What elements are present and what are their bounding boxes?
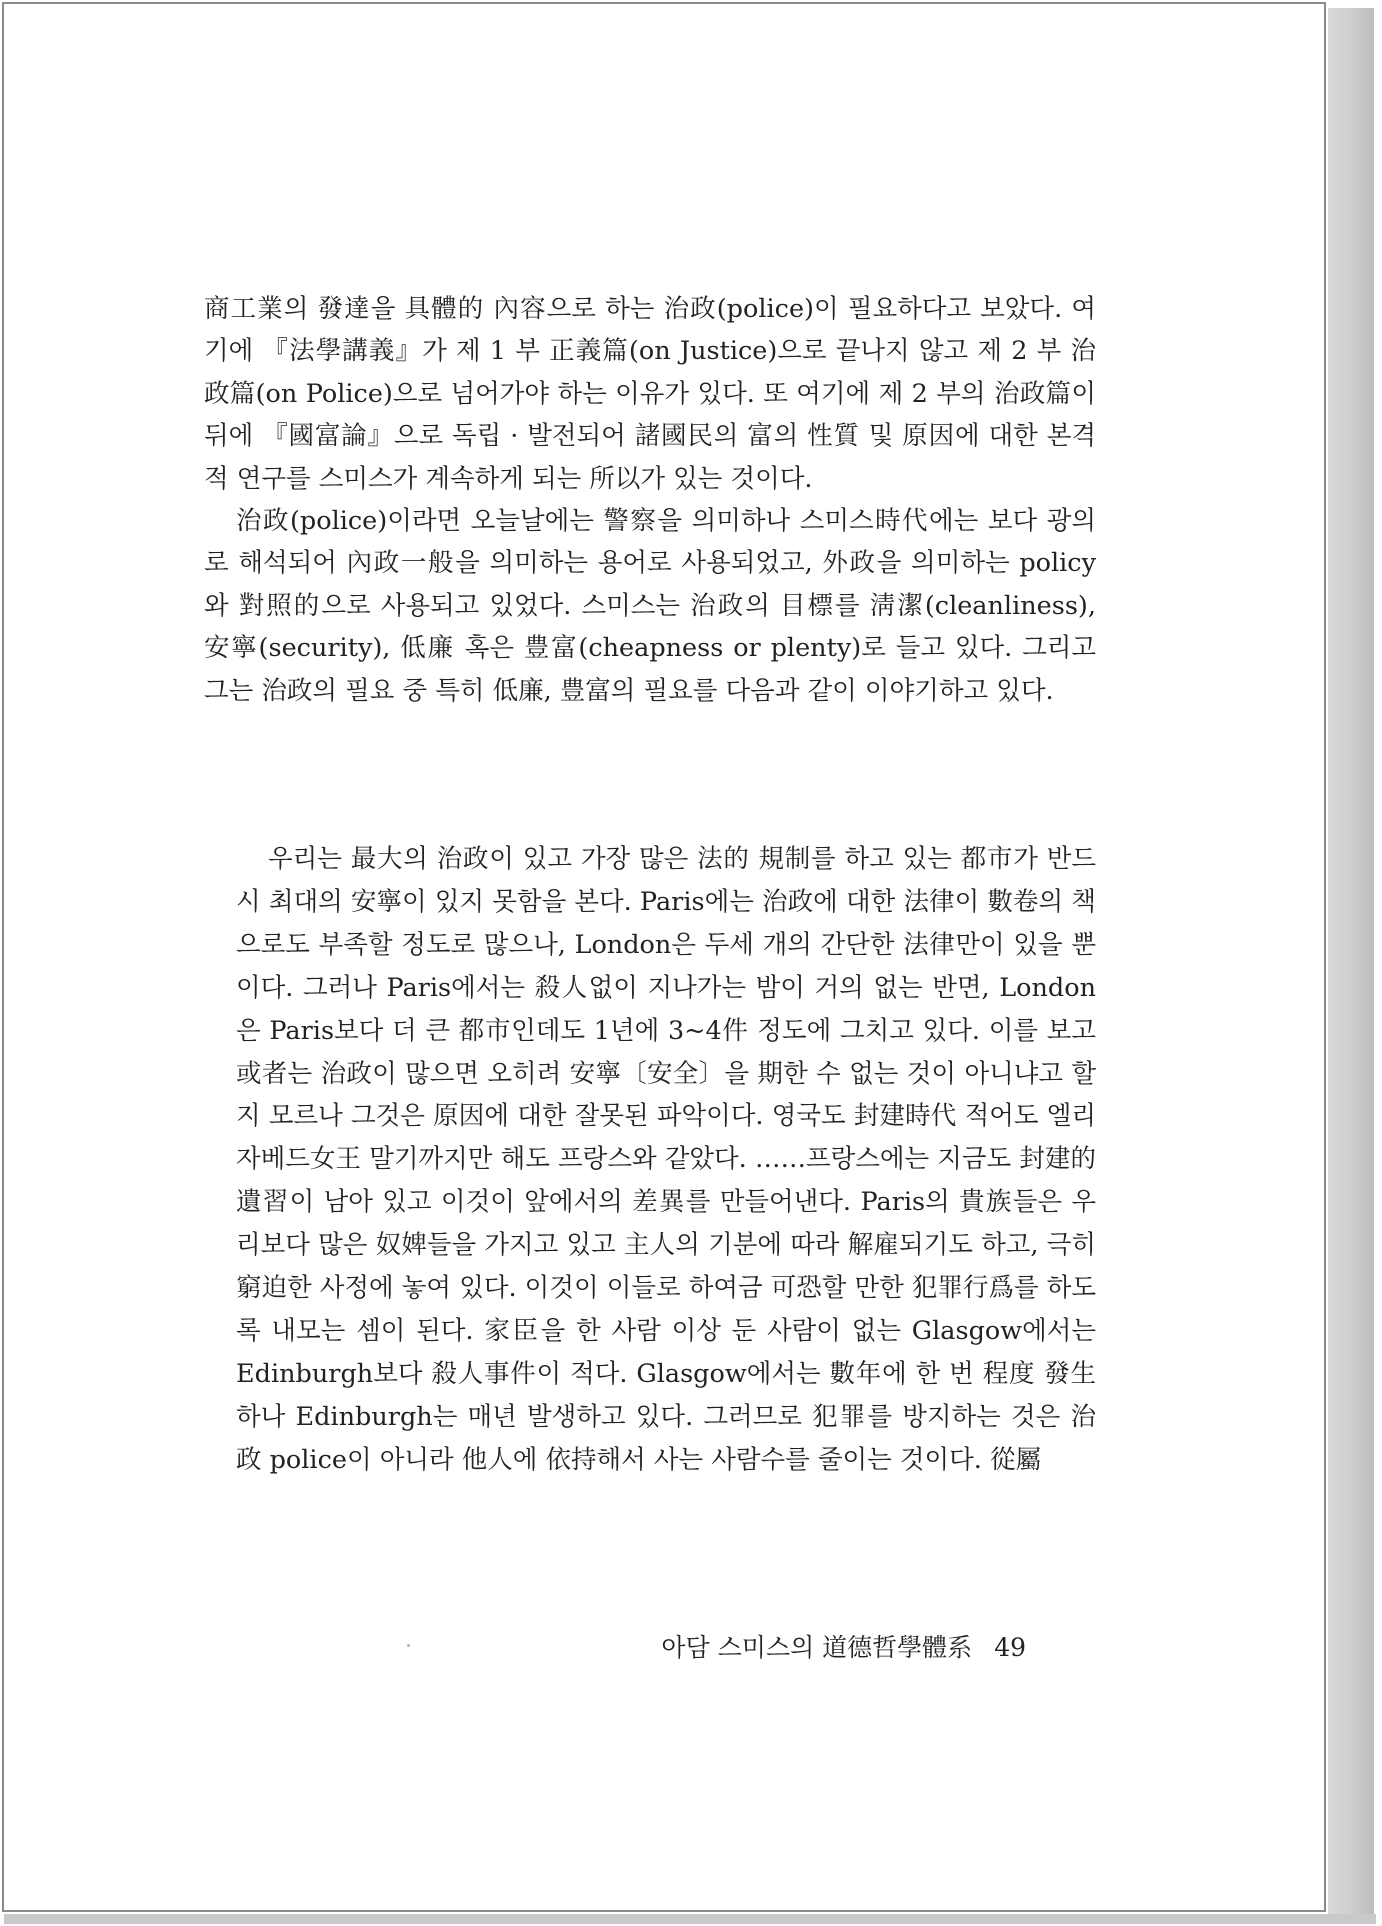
book-bottom-edge xyxy=(4,1914,1376,1924)
book-page-edge xyxy=(1328,8,1374,1922)
block-quote: 우리는 最大의 治政이 있고 가장 많은 法的 規制를 하고 있는 都市가 반드시 최대의 安寧이 있지 못함을 본다. Paris에는 治政에 대한 法律이 數卷의 책으로도 부족할 정도로 많으나, London은 두세 개의 간단한 法律만이 있을 뿐이다. 그러나 Paris에서는 殺人없이 지나가는 밤이 거의 없는 반면, London은 Paris보다 더 큰 都市인데도 1년에 3~4件 정도에 그치고 있다. 이를 보고 或者는 治政이 많으면 오히려 安寧〔安全〕을 期한 수 없는 것이 아니냐고 할지 모르나 그것은 原因에 대한 잘못된 파악이다. 영국도 封建時代 적어도 엘리자베드女王 말기까지만 해도 프랑스와 같았다. ……프랑스에는 지금도 封建的 遺習이 남아 있고 이것이 앞에서의 差異를 만들어낸다. Paris의 貴族들은 우리보다 많은 奴婢들을 가지고 있고 主人의 기분에 따라 解雇되기도 하고, 극히 窮迫한 사정에 놓여 있다. 이것이 이들로 하여금 可恐할 만한 犯罪行爲를 하도록 내모는 셈이 된다. 家臣을 한 사람 이상 둔 사람이 없는 Glasgow에서는 Edinburgh보다 殺人事件이 적다. Glasgow에서는 數年에 한 번 程度 發生하나 Edinburgh는 매년 발생하고 있다. 그러므로 犯罪를 방지하는 것은 治政 police이 아니라 他人에 依持해서 사는 사람수를 줄이는 것이다. 從屬 xyxy=(236,844,1096,1475)
running-footer xyxy=(661,1630,1026,1666)
paragraph: 商工業의 發達을 具體的 內容으로 하는 治政(police)이 필요하다고 보았다. 여기에 『法學講義』가 제 1 부 正義篇(on Justice)으로 끝나지 않고 제 2 부 治政篇(on Police)으로 넘어가야 하는 이유가 있다. 또 여기에 제 2 부의 治政篇이 뒤에 『國富論』으로 독립 · 발전되어 諸國民의 富의 性質 및 原因에 대한 본격적 연구를 스미스가 계속하게 되는 所以가 있는 것이다. xyxy=(204,294,1096,494)
page-number: 49 xyxy=(994,1633,1026,1662)
paragraph: 治政(police)이라면 오늘날에는 警察을 의미하나 스미스時代에는 보다 광의로 해석되어 內政一般을 의미하는 용어로 사용되었고, 外政을 의미하는 policy와 對照的으로 사용되고 있었다. 스미스는 治政의 目標를 淸潔(cleanliness), 安寧(security), 低廉 혹은 豊富(cheapness or plenty)로 들고 있다. 그리고 그는 治政의 필요 중 특히 低廉, 豊富의 필요를 다음과 같이 이야기하고 있다. xyxy=(204,506,1096,706)
running-title: 아담 스미스의 道德哲學體系 xyxy=(661,1633,973,1662)
book-page xyxy=(2,2,1326,1912)
scan-speck xyxy=(407,1644,410,1647)
body-text xyxy=(204,288,1096,712)
